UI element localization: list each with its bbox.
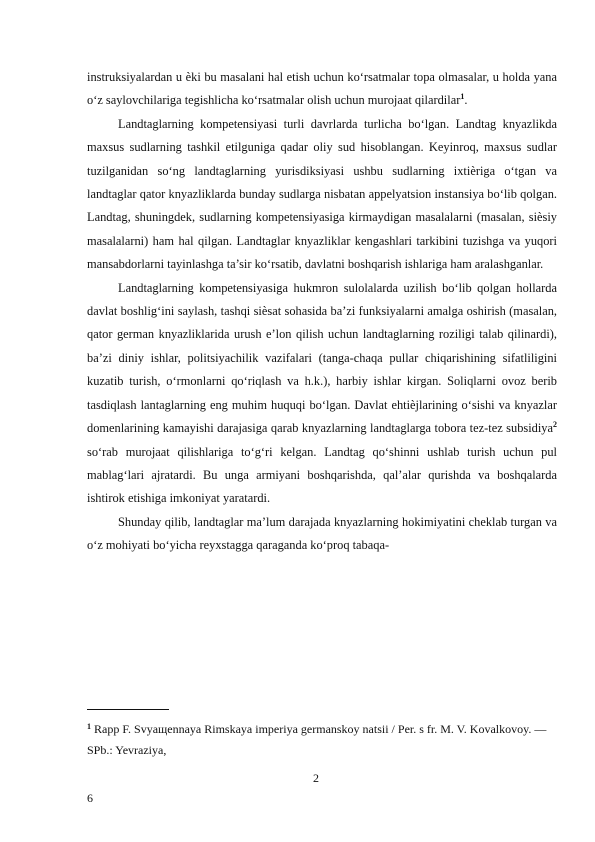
paragraph-landtag-powers: [87, 277, 557, 511]
document-body: [87, 66, 557, 558]
paragraph-text: instruksiyalardan u ѐki bu masalani hal etish uchun ko‘rsatmalar topa olmasalar, u holda yana o‘z saylovchilariga tegishlicha ko‘rsatmalar olish uchun murojaat qilardilar: [87, 70, 557, 108]
paragraph-text: Landtaglarning kompetensiyasiga hukmron sulolalarda uzilish bo‘lib qolgan hollarda davlat boshlig‘ini saylash, tashqi siѐsat sohasida ba’zi funksiyalarni amalga oshirish (masalan, qator german knyazliklarida urush e’lon qilish uchun landtaglarning roziligi talab qilinardi), ba’zi diniy ishlar, politsiyachilik vazifalari (tanga-chaqa pullar chiqarishining sifatliligini kuzatib turish, o‘rmonlarni qo‘riqlash va h.k.), harbiy ishlar kirgan. Soliqlarni ovoz berib tasdiqlash lantaglarning eng muhim huquqi bo‘lgan. Davlat ehtiѐjlarining o‘sishi va knyazlar domenlarining kamayishi darajasiga qarab knyazlarning landtaglarga tobora tez-tez subsidiya: [87, 280, 557, 436]
paragraph-text: Shunday qilib, landtaglar ma’lum darajada knyazlarning hokimiyatini cheklab turgan va o‘z mohiyati bo‘yicha reyxstagga qaraganda ko‘proq tabaqa-: [87, 514, 557, 553]
paragraph-continuation: [87, 66, 557, 113]
paragraph-text: Landtaglarning kompetensiyasi turli davrlarda turlicha bo‘lgan. Landtag knyazlikda maxsus sudlarning tashkil etilguniga qadar oliy sud hisoblangan. Keyinroq, maxsus sudlar tuzilganidan so‘ng landtaglarning yurisdiksiyasi ushbu sudlarning ixtiѐriga o‘tgan va landtaglar qator knyazliklarda bunday sudlarga nisbatan appelyatsion instansiya bo‘lib qolgan. Landtag, shuningdek, sudlarning kompetensiyasiga kirmaydigan masalalarni (masalan, siѐsiy masalalarni) ham hal qilgan. Landtaglar knyazliklar kengashlari tarkibini tuzishga va yuqori mansabdorlarni tayinlashga ta’sir ko‘rsatib, davlatni boshqarish ishlariga ham aralashganlar.: [87, 116, 557, 272]
footnote-marker: 1: [87, 722, 91, 731]
paragraph-tail: so‘rab murojaat qilishlariga to‘g‘ri kelgan. Landtag qo‘shinni ushlab turish uchun pul mablag‘lari ajratardi. Bu unga armiyani boshqarishda, qal’alar qurishda va boshqalarda ishtirok etishiga imkoniyat yaratardi.: [87, 444, 557, 506]
footnote-reference-1[interactable]: 1: [460, 92, 465, 102]
page-number: 2: [313, 771, 319, 785]
paragraph-conclusion: [87, 511, 557, 558]
footnote-text: Rapp F. Svyaщennaya Rimskaya imperiya germanskoy natsii / Per. s fr. M. V. Kovalkovoy. — SPb.: Yevraziya,: [87, 722, 547, 757]
page-number-secondary: 6: [87, 791, 93, 805]
footnote-1: [87, 719, 557, 761]
paragraph-tail: .: [464, 93, 468, 108]
footnote-separator: [87, 709, 169, 710]
footnote-reference-2[interactable]: 2: [553, 420, 557, 430]
paragraph-landtag-competence: [87, 113, 557, 277]
